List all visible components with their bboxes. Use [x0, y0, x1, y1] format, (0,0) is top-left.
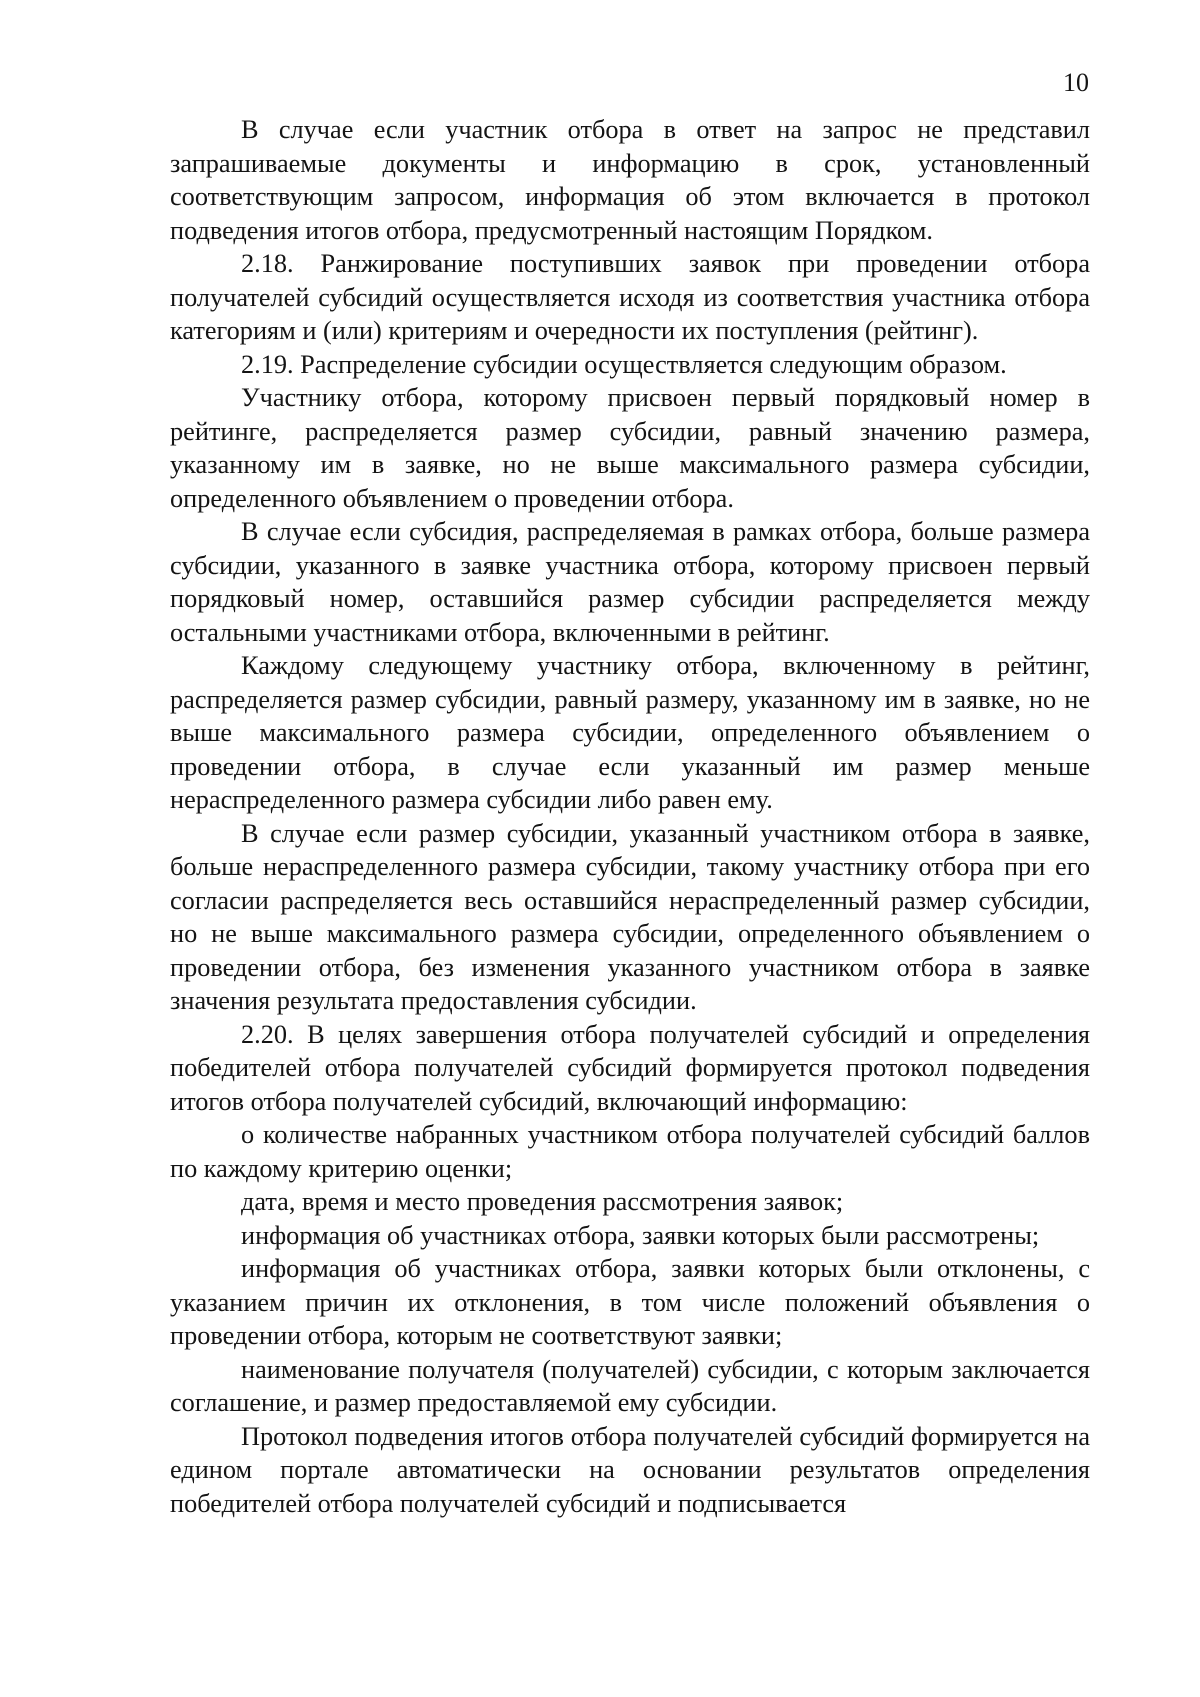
paragraph-scores: о количестве набранных участником отбора получателей субсидий баллов по каждому критерию оценки; — [170, 1120, 1090, 1183]
paragraph-next-participant: Каждому следующему участнику отбора, включенному в рейтинг, распределяется размер субсидии, равный размеру, указанному им в заявке, но не выше максимального размера субсидии, определенного объявлением о проведении отбора, в случае если указанный им размер меньше нераспределенного размера субсидии либо равен ему. — [170, 651, 1090, 814]
page-number: 10 — [1063, 68, 1089, 97]
paragraph-remaining-subsidy: В случае если субсидия, распределяемая в рамках отбора, больше размера субсидии, указанного в заявке участника отбора, которому присвоен первый порядковый номер, оставшийся размер субсидии распределяется между остальными участниками отбора, включенными в рейтинг. — [170, 517, 1090, 647]
paragraph-protocol-formation: Протокол подведения итогов отбора получателей субсидий формируется на едином портале автоматически на основании результатов определения победителей отбора получателей субсидий и подписывается — [170, 1421, 1090, 1518]
paragraph-missing-documents: В случае если участник отбора в ответ на запрос не представил запрашиваемые документы и информацию в срок, установленный соответствующим запросом, информация об этом включается в протокол подведения итогов отбора, предусмотренный настоящим Порядком. — [170, 115, 1090, 245]
paragraph-2-19-distribution: 2.19. Распределение субсидии осуществляется следующим образом. — [241, 349, 1007, 379]
paragraph-first-participant: Участнику отбора, которому присвоен первый порядковый номер в рейтинге, распределяется размер субсидии, равный значению размера, указанному им в заявке, но не выше максимального размера субсидии, определенного объявлением о проведении отбора. — [170, 383, 1090, 513]
paragraph-2-18-ranking: 2.18. Ранжирование поступивших заявок при проведении отбора получателей субсидий осуществляется исходя из соответствия участника отбора категориям и (или) критериям и очередности их поступления (рейтинг). — [170, 249, 1090, 345]
paragraph-rejected-participants: информация об участниках отбора, заявки которых были отклонены, с указанием причин их отклонения, в том числе положений объявления о проведении отбора, которым не соответствуют заявки; — [170, 1254, 1090, 1350]
paragraph-recipient-name: наименование получателя (получателей) субсидии, с которым заключается соглашение, и размер предоставляемой ему субсидии. — [170, 1354, 1090, 1417]
paragraph-exceeding-request: В случае если размер субсидии, указанный участником отбора в заявке, больше нераспределенного размера субсидии, такому участнику отбора при его согласии распределяется весь оставшийся нераспределенный размер субсидии, но не выше максимального размера субсидии, определенного объявлением о проведении отбора, без изменения указанного участником отбора в заявке значения результата предоставления субсидии. — [170, 818, 1090, 1015]
paragraph-date-place: дата, время и место проведения рассмотрения заявок; — [241, 1187, 844, 1216]
paragraph-reviewed-participants: информация об участниках отбора, заявки которых были рассмотрены; — [241, 1220, 1040, 1250]
document-body — [170, 113, 1090, 1520]
paragraph-2-20-protocol: 2.20. В целях завершения отбора получателей субсидий и определения победителей отбора получателей субсидий формируется протокол подведения итогов отбора получателей субсидий, включающий информацию: — [170, 1019, 1090, 1116]
